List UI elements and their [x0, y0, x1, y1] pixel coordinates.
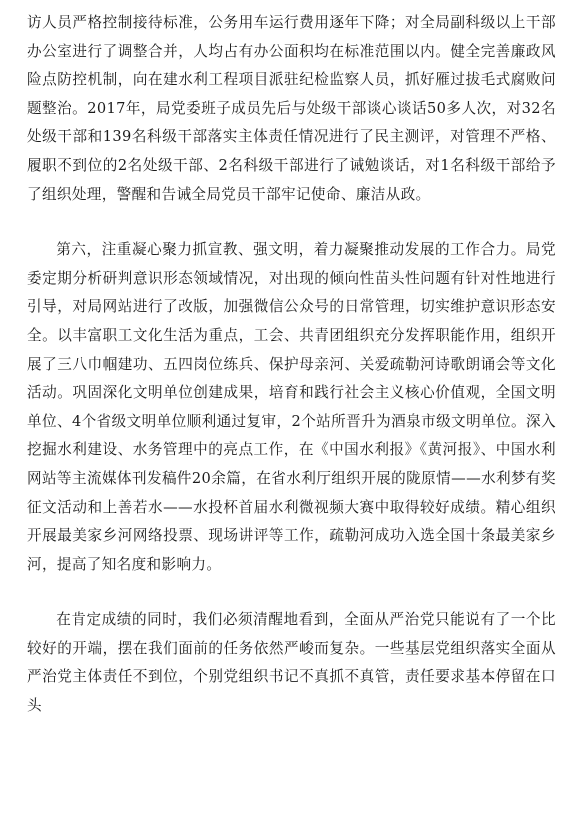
paragraph-3: 在肯定成绩的同时，我们必须清醒地看到，全面从严治党只能说有了一个比较好的开端，摆在我们面前的任务依然严峻而复杂。一些基层党组织落实全面从严治党主体责任不到位，个别党组织书记不真抓不真管，责任要求基本停留在口头: [27, 611, 556, 715]
paragraph-gap: [27, 579, 556, 606]
paragraph-2: 第六，注重凝心聚力抓宣教、强文明，着力凝聚推动发展的工作合力。局党委定期分析研判意识形态领域情况，对出现的倾向性苗头性问题有针对性地进行引导，对局网站进行了改版，加强微信公众号的日常管理，切实维护意识形态安全。以丰富职工文化生活为重点，工会、共青团组织充分发挥职能作用，组织开展了三八巾帼建功、五四岗位练兵、保护母亲河、关爱疏勒河诗歌朗诵会等文化活动。巩固深化文明单位创建成果，培育和践行社会主义核心价值观，全国文明单位、4个省级文明单位顺利通过复审，2个站所晋升为酒泉市级文明单位。深入挖掘水利建设、水务管理中的亮点工作，在《中国水利报》《黄河报》、中国水利网站等主流媒体刊发稿件20余篇，在省水利厅组织开展的陇原情——水利梦有奖征文活动和上善若水——水投杯首届水利微视频大赛中取得较好成绩。精心组织开展最美家乡河网络投票、现场讲评等工作，疏勒河成功入选全国十条最美家乡河，提高了知名度和影响力。: [27, 241, 556, 573]
paragraph-1: 访人员严格控制接待标准，公务用车运行费用逐年下降；对全局副科级以上干部办公室进行了调整合并，人均占有办公面积均在标准范围以内。健全完善廉政风险点防控机制，向在建水利工程项目派驻纪检监察人员，抓好雁过拔毛式腐败问题整治。2017年，局党委班子成员先后与处级干部谈心谈话50多人次，对32名处级干部和139名科级干部落实主体责任情况进行了民主测评，对管理不严格、履职不到位的2名处级干部、2名科级干部进行了诫勉谈话，对1名科级干部给予了组织处理，警醒和告诫全局党员干部牢记使命、廉洁从政。: [27, 14, 556, 203]
paragraph-gap: [27, 209, 556, 236]
